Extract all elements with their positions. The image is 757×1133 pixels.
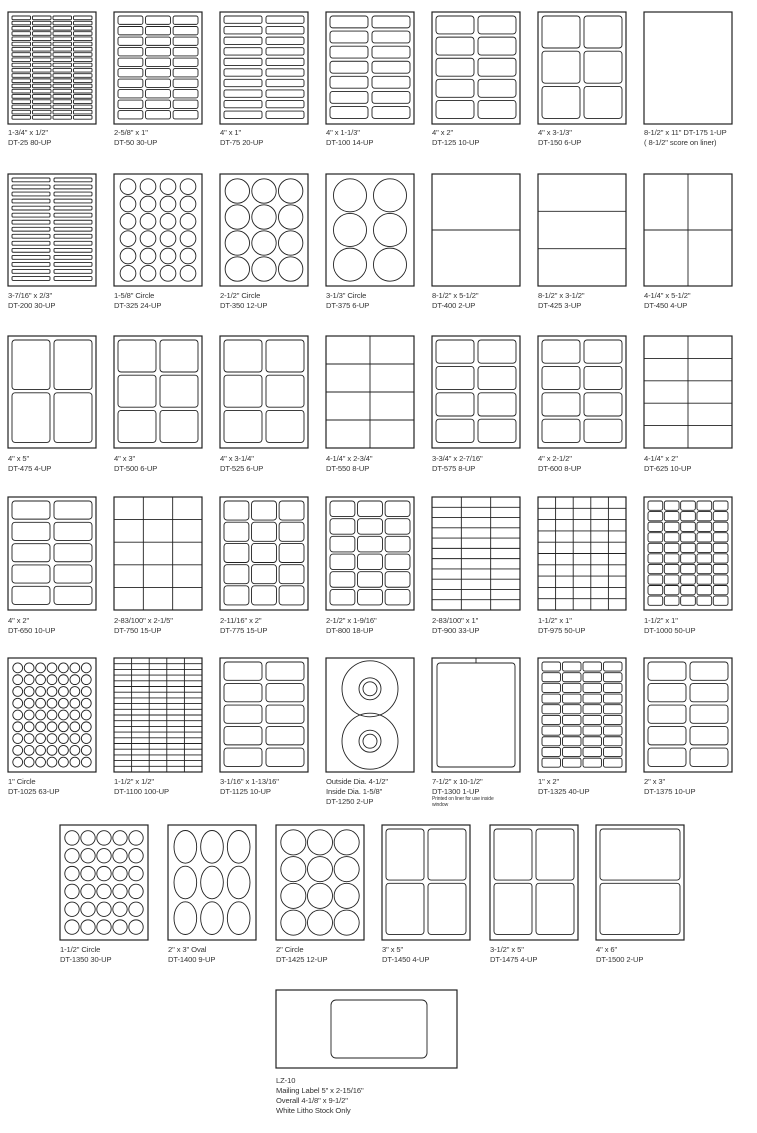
label-code: DT-1125 10-UP [220,787,271,796]
sheet-outline [432,12,520,124]
label-code: DT-475 4-UP [8,464,52,473]
label-sheet-3 [220,12,308,124]
label-size: 1-5/8" Circle [114,291,155,300]
label-sheet-37 [168,825,256,940]
label-size: 8-1/2" x 5-1/2" [432,291,479,300]
label-caption-26 [432,616,479,636]
label-sheet-33 [432,658,520,772]
label-size: 1-1/2" x 1" [644,616,678,625]
sheet-outline [220,174,308,286]
label-sheet-25 [326,497,414,610]
label-sheet-11 [326,174,414,286]
label-sheet-34 [538,658,626,772]
sheet-outline [432,658,520,772]
label-sheet-10 [220,174,308,286]
mailer-sheet [276,990,457,1068]
label-sheet-12 [432,174,520,286]
label-sheet-31 [220,658,308,772]
label-code: DT-975 50-UP [538,626,586,635]
label-size: 4" x 2" [432,128,454,137]
label-caption-28 [644,616,695,636]
label-sheet-4 [326,12,414,124]
label-sheet-13 [538,174,626,286]
label-size: 4" x 5" [8,454,30,463]
label-size: 2-83/100" x 2-1/5" [114,616,173,625]
label-caption-10 [220,291,267,311]
sheet-outline [114,174,202,286]
label-sheet-2 [114,12,202,124]
label-caption-18 [326,454,373,474]
sheet-outline [538,336,626,448]
mailer-code: LZ-10 [276,1076,296,1085]
label-size: 2-1/2" Circle [220,291,261,300]
sheet-outline [382,825,470,940]
label-size: 2" x 3" [644,777,666,786]
label-size: 1" Circle [8,777,36,786]
label-size: 4-1/4" x 5-1/2" [644,291,691,300]
sheet-outline [326,497,414,610]
label-code: DT-525 6-UP [220,464,264,473]
sheet-outline [220,497,308,610]
label-size: 3-1/3" Circle [326,291,367,300]
label-code: DT-600 8-UP [538,464,582,473]
mailer-line2: Overall 4-1/8" x 9-1/2" [276,1096,348,1105]
label-sheet-28 [644,497,732,610]
label-size: 4-1/4" x 2-3/4" [326,454,373,463]
label-code: DT-900 33-UP [432,626,480,635]
label-caption-31 [220,777,279,797]
label-sheet-6 [538,12,626,124]
label-code: DT-325 24-UP [114,301,162,310]
mailer-caption [276,1076,364,1116]
label-sheet-35 [644,658,732,772]
label-code: DT-125 10-UP [432,138,480,147]
sheet-outline [8,336,96,448]
sheet-outline [220,658,308,772]
label-code: DT-750 15-UP [114,626,162,635]
label-code: DT-500 6-UP [114,464,158,473]
label-size: 2" x 3" Oval [168,945,207,954]
label-caption-9 [114,291,161,311]
label-sheet-26 [432,497,520,610]
label-size: 2-1/2" x 1-9/16" [326,616,377,625]
label-code: DT-1000 50-UP [644,626,696,635]
label-sheet-27 [538,497,626,610]
label-code: DT-100 14-UP [326,138,374,147]
label-code: DT-575 8-UP [432,464,476,473]
label-sheet-1 [8,12,96,124]
label-size-2: Inside Dia. 1-5/8" [326,787,383,796]
label-caption-1 [8,128,51,148]
label-sheet-23 [114,497,202,610]
label-code: DT-800 18-UP [326,626,374,635]
label-code: DT-1350 30-UP [60,955,112,964]
sheet-outline [114,336,202,448]
label-code: DT-1025 63-UP [8,787,60,796]
sheet-outline [168,825,256,940]
label-code: DT-75 20-UP [220,138,264,147]
label-sheet-39 [382,825,470,940]
label-code: DT-450 4-UP [644,301,688,310]
label-caption-22 [8,616,55,636]
label-caption-39 [382,945,429,965]
label-code: DT-25 80-UP [8,138,52,147]
sheet-outline [490,825,578,940]
label-caption-5 [432,128,479,148]
label-code: DT-1475 4-UP [490,955,538,964]
label-size: 4" x 3-1/3" [538,128,572,137]
mailer-line3: White Litho Stock Only [276,1106,351,1115]
sheet-outline [60,825,148,940]
label-caption-35 [644,777,695,797]
label-caption-34 [538,777,589,797]
label-sheet-38 [276,825,364,940]
label-code: DT-625 10-UP [644,464,692,473]
label-note: Printed on liner for use inside window [432,796,494,808]
label-size: 1-1/2" x 1/2" [114,777,154,786]
label-caption-3 [220,128,263,148]
label-code: DT-150 6-UP [538,138,582,147]
label-code: DT-1500 2-UP [596,955,644,964]
label-size: 7-1/2" x 10-1/2" [432,777,483,786]
sheet-outline [538,12,626,124]
label-size: 1-1/2" Circle [60,945,101,954]
sheet-outline [114,12,202,124]
label-caption-24 [220,616,267,636]
label-sheet-7 [644,12,732,124]
label-code: DT-1450 4-UP [382,955,430,964]
sheet-outline [432,336,520,448]
label-size: 3-3/4" x 2-7/16" [432,454,483,463]
mailer-line1: Mailing Label 5" x 2-15/16" [276,1086,364,1095]
label-caption-7 [644,128,727,148]
label-sheet-21 [644,336,732,448]
label-caption-30 [114,777,169,797]
sheet-outline [596,825,684,940]
label-caption-20 [538,454,581,474]
label-code: DT-1250 2-UP [326,797,374,806]
label-size: 1-3/4" x 1/2" [8,128,48,137]
sheet-outline [644,12,732,124]
label-size: 4" x 2-1/2" [538,454,572,463]
sheet-outline [8,497,96,610]
label-caption-32 [326,777,388,807]
label-sheet-5 [432,12,520,124]
label-code: DT-1400 9-UP [168,955,216,964]
label-size: 4" x 6" [596,945,618,954]
label-size: 4-1/4" x 2" [644,454,678,463]
label-caption-25 [326,616,377,636]
label-size: 2" Circle [276,945,304,954]
label-size: 1" x 2" [538,777,560,786]
label-caption-38 [276,945,327,965]
label-size: 4" x 3" [114,454,136,463]
label-sheet-22 [8,497,96,610]
label-size: 8-1/2" x 3-1/2" [538,291,585,300]
label-size: 2-83/100" x 1" [432,616,479,625]
label-caption-23 [114,616,173,636]
label-caption-29 [8,777,59,797]
label-size: 4" x 2" [8,616,30,625]
label-size: 3-1/2" x 5" [490,945,524,954]
label-code: DT-1325 40-UP [538,787,590,796]
label-sheet-32 [326,658,414,772]
label-caption-15 [8,454,51,474]
label-caption-2 [114,128,157,148]
sheet-outline [644,658,732,772]
label-code: DT-350 12-UP [220,301,268,310]
label-sheet-17 [220,336,308,448]
label-size: 8-1/2" x 11" DT-175 1-UP [644,128,727,137]
label-size: 2-11/16" x 2" [220,616,262,625]
sheet-outline [326,658,414,772]
label-size: 2-5/8" x 1" [114,128,148,137]
sheet-outline [220,336,308,448]
label-sheet-29 [8,658,96,772]
label-caption-36 [60,945,111,965]
label-sheet-40 [490,825,578,940]
label-size: 3" x 5" [382,945,404,954]
label-code: DT-425 3-UP [538,301,582,310]
label-caption-8 [8,291,55,311]
label-size: Outside Dia. 4-1/2" [326,777,388,786]
label-size: 3-1/16" x 1-13/16" [220,777,279,786]
label-caption-17 [220,454,263,474]
label-size: 4" x 1-1/3" [326,128,360,137]
label-code: DT-375 6-UP [326,301,370,310]
label-code: ( 8-1/2" score on liner) [644,138,717,147]
label-code: DT-400 2-UP [432,301,476,310]
label-sheet-18 [326,336,414,448]
label-caption-41 [596,945,643,965]
label-code: DT-550 8-UP [326,464,370,473]
sheet-outline [326,12,414,124]
label-caption-21 [644,454,691,474]
label-caption-27 [538,616,585,636]
label-sheet-20 [538,336,626,448]
sheet-outline [276,825,364,940]
label-sheet-16 [114,336,202,448]
label-caption-33 [432,777,502,808]
label-sheet-36 [60,825,148,940]
label-sheet-24 [220,497,308,610]
label-code: DT-1375 10-UP [644,787,696,796]
label-caption-11 [326,291,369,311]
sheet-outline [432,497,520,610]
sheet-outline [538,174,626,286]
label-caption-13 [538,291,585,311]
sheet-outline [114,497,202,610]
label-code: DT-1425 12-UP [276,955,328,964]
label-caption-4 [326,128,373,148]
label-code: DT-650 10-UP [8,626,56,635]
label-caption-14 [644,291,691,311]
label-caption-40 [490,945,537,965]
label-code: DT-1100 100-UP [114,787,170,796]
label-sheet-8 [8,174,96,286]
label-sheet-14 [644,174,732,286]
label-caption-19 [432,454,483,474]
label-caption-37 [168,945,215,965]
label-sheet-41 [596,825,684,940]
label-caption-16 [114,454,157,474]
label-caption-6 [538,128,581,148]
label-size: 4" x 3-1/4" [220,454,254,463]
label-code: DT-50 30-UP [114,138,158,147]
label-size: 4" x 1" [220,128,242,137]
mailer-outline [276,990,457,1068]
label-code: DT-200 30-UP [8,301,56,310]
label-sheet-19 [432,336,520,448]
label-code: DT-775 15-UP [220,626,268,635]
label-size: 1-1/2" x 1" [538,616,572,625]
label-sheet-15 [8,336,96,448]
label-sheet-30 [114,658,202,772]
label-caption-12 [432,291,479,311]
label-size: 3-7/16" x 2/3" [8,291,53,300]
label-code: DT-1300 1-UP [432,787,480,796]
sheet-outline [220,12,308,124]
sheet-outline [326,174,414,286]
label-sheet-9 [114,174,202,286]
